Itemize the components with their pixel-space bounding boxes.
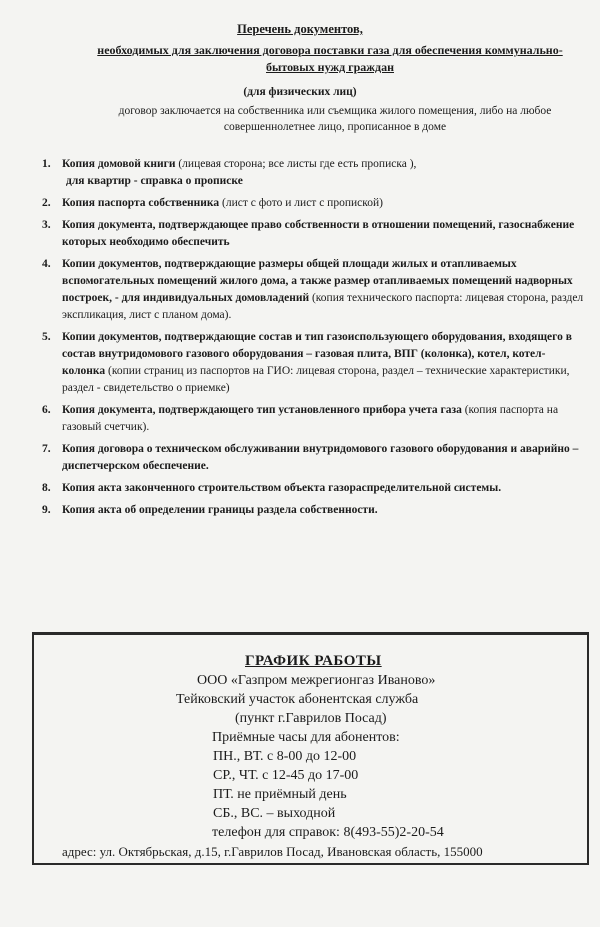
item-number: 8.	[42, 482, 51, 494]
item-number: 1.	[42, 158, 51, 170]
schedule-hours-line: СР., ЧТ. с 12-45 до 17-00	[213, 768, 359, 783]
document-title: Перечень документов,	[237, 22, 363, 36]
list-item	[40, 502, 585, 519]
schedule-address: адрес: ул. Октябрьская, д.15, г.Гаврилов Посад, Ивановская область, 155000	[62, 844, 483, 859]
item-bold-text: Копия акта об определении границы раздела собственности.	[62, 504, 378, 516]
list-item	[40, 195, 585, 212]
schedule-title: ГРАФИК РАБОТЫ	[245, 653, 382, 669]
list-item	[40, 329, 585, 397]
item-text: (лицевая сторона; все листы где есть прописка ),	[175, 158, 417, 170]
item-bold-text: Копии документов, подтверждающие размеры общей площади жилых и отапливаемых вспомогательных помещений жилого дома, а также размер отапливаемых помещений надворных построек, - для индивидуальных домовладений	[62, 258, 573, 304]
schedule-phone: телефон для справок: 8(493-55)2-20-54	[212, 825, 444, 840]
schedule-hours-line: ПН., ВТ. с 8-00 до 12-00	[213, 749, 357, 764]
item-number: 5.	[42, 331, 51, 343]
schedule-hours-title: Приёмные часы для абонентов:	[212, 730, 400, 745]
list-item	[40, 402, 585, 436]
item-number: 4.	[42, 258, 51, 270]
document-note: (для физических лиц)	[243, 86, 357, 98]
item-number: 3.	[42, 219, 51, 231]
item-number: 9.	[42, 504, 51, 516]
item-text: (лист с фото и лист с пропиской)	[219, 197, 383, 209]
documents-list	[40, 156, 585, 524]
list-item	[40, 156, 585, 190]
schedule-org: ООО «Газпром межрегионгаз Иваново»	[197, 673, 436, 688]
schedule-hours-line: ПТ. не приёмный день	[213, 787, 347, 802]
list-item	[40, 256, 585, 324]
schedule-hours-line: СБ., ВС. – выходной	[213, 806, 336, 821]
item-number: 6.	[42, 404, 51, 416]
item-extra-text: для квартир - справка о прописке	[66, 175, 243, 187]
item-bold-text: Копия домовой книги	[62, 158, 176, 170]
document-subtitle: необходимых для заключения договора поставки газа для обеспечения коммунально-бытовых нужд граждан	[97, 43, 563, 74]
list-item	[40, 480, 585, 497]
item-bold-text: Копия паспорта собственника	[62, 197, 220, 209]
item-bold-text: Копия документа, подтверждающее право собственности в отношении помещений, газоснабжение которых необходимо обеспечить	[62, 219, 575, 248]
schedule-dept: Тейковский участок абонентская служба	[176, 692, 419, 707]
item-bold-text: Копия акта законченного строительством объекта газораспределительной системы.	[62, 482, 502, 494]
item-text: (копия технического паспорта: лицевая сторона, раздел экспликация, лист с планом дома).	[62, 292, 584, 321]
item-number: 2.	[42, 197, 51, 209]
item-bold-text: Копии документов, подтверждающие состав и тип газоиспользующего оборудования, входящего в состав внутридомового газового оборудования – газовая плита, ВПГ (колонка), котел, котел-колонка	[62, 331, 572, 377]
item-bold-text: Копия договора о техническом обслуживании внутридомового газового оборудования и аварийно – диспетчерском обеспечение.	[62, 443, 579, 472]
item-bold-text: Копия документа, подтверждающего тип установленного прибора учета газа	[62, 404, 462, 416]
schedule-point: (пункт г.Гаврилов Посад)	[235, 711, 387, 726]
list-item	[40, 217, 585, 251]
intro-text: договор заключается на собственника или съемщика жилого помещения, либо на любое совершеннолетнее лицо, прописанное в доме	[118, 105, 552, 133]
item-number: 7.	[42, 443, 51, 455]
list-item	[40, 441, 585, 475]
item-text: (копии страниц из паспортов на ГИО: лицевая сторона, раздел – технические характеристики, раздел - свидетельство о приемке)	[62, 365, 570, 394]
item-text: (копия паспорта на газовый счетчик).	[62, 404, 559, 433]
